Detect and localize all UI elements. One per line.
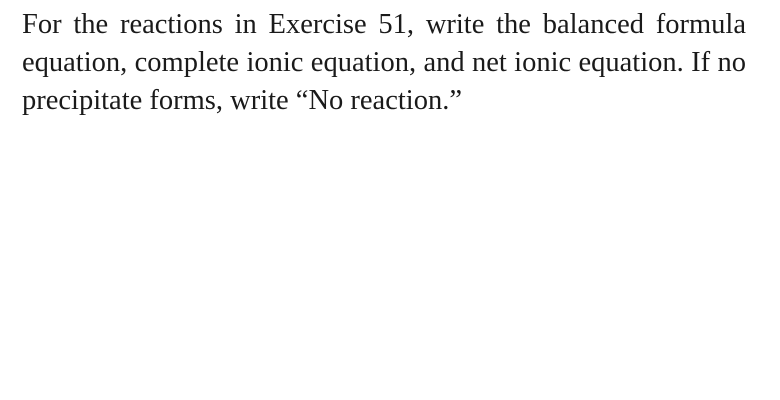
exercise-instructions: For the reactions in Exercise 51, write the balanced formula equation, complete ionic equation, and net ionic equation. If no precipitate forms, write “No reaction.” [22, 9, 746, 116]
